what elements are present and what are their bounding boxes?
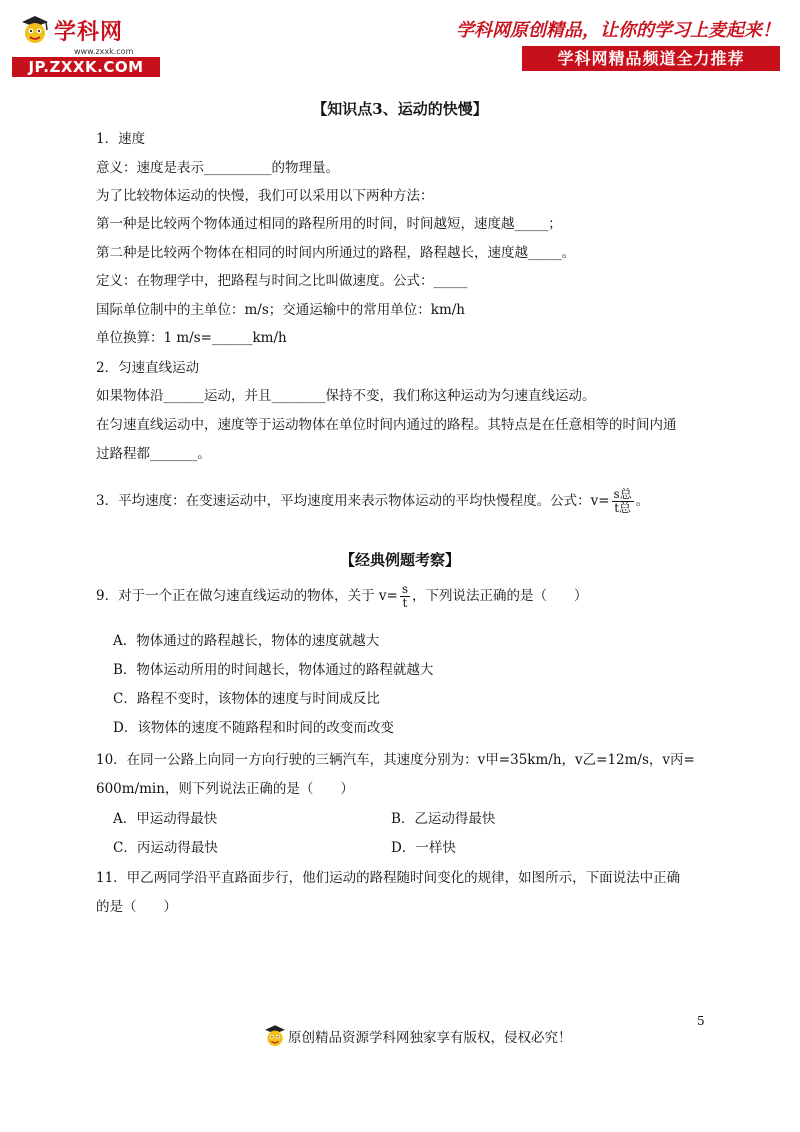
- logo: [12, 14, 162, 76]
- section-heading: 【经典例题考察】: [339, 551, 460, 569]
- question-11-line2: 的是（ ）: [96, 899, 177, 915]
- text-line: 1．速度: [96, 131, 146, 147]
- question-9: [96, 583, 588, 610]
- header-slogan: 学科网原创精品，让你的学习上麦起来！: [456, 20, 780, 41]
- text-line: 为了比较物体运动的快慢，我们可以采用以下两种方法：: [96, 188, 434, 204]
- logo-bar: JP.ZXXK.COM: [12, 57, 160, 77]
- avg-speed-fraction: [612, 488, 634, 515]
- fraction-numerator: s总: [613, 487, 632, 501]
- avg-speed-text: 3．平均速度：在变速运动中，平均速度用来表示物体运动的平均快慢程度。公式：: [96, 493, 591, 509]
- question-9-prefix: 9．对于一个正在做匀速直线运动的物体，关于 v=: [96, 588, 398, 604]
- option-a: A．甲运动得最快: [113, 811, 218, 827]
- text-line: 国际单位制中的主单位：m/s；交通运输中的常用单位：km/h: [96, 302, 466, 318]
- question-9-suffix: ，下列说法正确的是（ ）: [412, 588, 588, 604]
- question-11-line1: 11．甲乙两同学沿平直路面步行，他们运动的路程随时间变化的规律，如图所示，下面说法中正确: [96, 870, 681, 886]
- text-line: 第二种是比较两个物体在相同的时间内所通过的路程，路程越长，速度越_____。: [96, 245, 576, 261]
- option-b: B．乙运动得最快: [391, 811, 496, 827]
- option-c: C．路程不变时，该物体的速度与时间成反比: [113, 691, 380, 707]
- fraction-denominator: t: [402, 596, 408, 610]
- text-line: 2．匀速直线运动: [96, 360, 200, 376]
- text-line: 定义：在物理学中，把路程与时间之比叫做速度。公式：_____: [96, 273, 468, 289]
- text-line: 第一种是比较两个物体通过相同的路程所用的时间，时间越短，速度越_____；: [96, 216, 562, 232]
- footer: [262, 1022, 572, 1050]
- speed-fraction: [400, 583, 410, 610]
- page-number: 5: [697, 1014, 705, 1028]
- question-10-line1: 10．在同一公路上向同一方向行驶的三辆汽车，其速度分别为：v甲=35km/h，v乙=12m/s，v丙=: [96, 752, 695, 768]
- logo-text: 学科网: [54, 19, 124, 45]
- fraction-denominator: t总: [614, 501, 632, 515]
- logo-url: www.zxxk.com: [74, 47, 134, 56]
- option-d: D．该物体的速度不随路程和时间的改变而改变: [113, 720, 394, 736]
- formula-tail: 。: [635, 493, 650, 509]
- option-b: B．物体运动所用的时间越长，物体通过的路程就越大: [113, 662, 434, 678]
- option-c: C．丙运动得最快: [113, 840, 218, 856]
- text-line: 单位换算：1 m/s=______km/h: [96, 330, 287, 346]
- question-10-line2: 600m/min，则下列说法正确的是（ ）: [96, 781, 354, 797]
- header-banner: 学科网精品频道全力推荐: [522, 46, 780, 71]
- section-heading: 【知识点3、运动的快慢】: [312, 100, 488, 118]
- option-d: D．一样快: [391, 840, 456, 856]
- formula-lhs: v=: [590, 493, 610, 509]
- avg-speed-line: [96, 488, 649, 515]
- mascot-icon: [262, 1022, 288, 1050]
- footer-text: 原创精品资源学科网独家享有版权，侵权必究！: [288, 1030, 572, 1046]
- fraction-numerator: s: [401, 582, 408, 596]
- option-a: A．物体通过的路程越长，物体的速度就越大: [113, 633, 380, 649]
- text-line: 过路程都_______。: [96, 446, 211, 462]
- text-line: 意义：速度是表示__________的物理量。: [96, 160, 339, 176]
- text-line: 如果物体沿______运动，并且________保持不变，我们称这种运动为匀速直线运动。: [96, 388, 596, 404]
- mascot-icon: [18, 14, 52, 46]
- text-line: 在匀速直线运动中，速度等于运动物体在单位时间内通过的路程。其特点是在任意相等的时间内通: [96, 417, 677, 433]
